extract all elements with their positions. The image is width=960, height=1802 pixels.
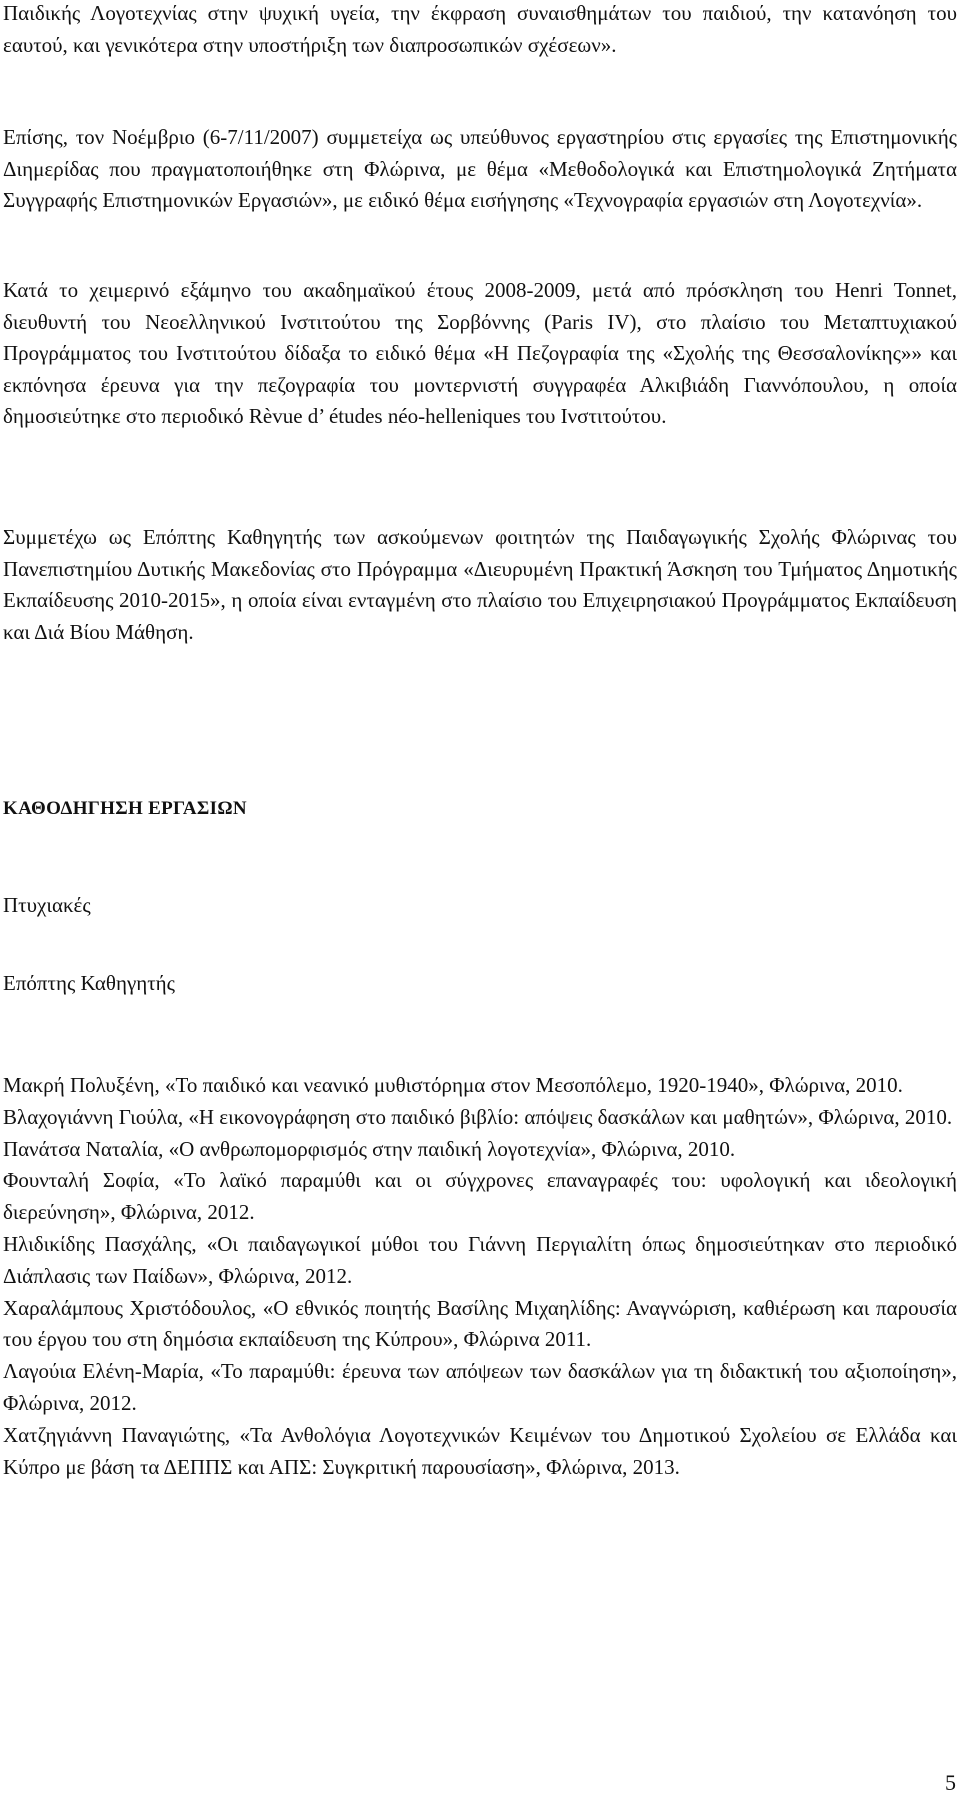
paragraph-1: Παιδικής Λογοτεχνίας στην ψυχική υγεία, την έκφραση συναισθημάτων του παιδιού, την κατανόηση του εαυτού, και γενικότερα στην υποστήριξη των διαπροσωπικών σχέσεων». <box>3 1 957 57</box>
thesis-item: Λαγούια Ελένη-Μαρία, «Το παραμύθι: έρευνα των απόψεων των δασκάλων για τη διδακτική του αξιοποίηση», Φλώρινα, 2012. <box>3 1359 957 1415</box>
paragraph-3: Κατά το χειμερινό εξάμηνο του ακαδημαϊκού έτους 2008-2009, μετά από πρόσκληση του Henri Tonnet, διευθυντή του Νεοελληνικού Ινστιτούτου της Σορβόννης (Paris IV), στο πλαίσιο του Μεταπτυχιακού Προγράμματος του Ινστιτούτου δίδαξα το ειδικό θέμα «Η Πεζογραφία της «Σχολής της Θεσσαλονίκης»» και εκπόνησα έρευνα για την πεζογραφία του μοντερνιστή συγγραφέα Αλκιβιάδη Γιαννόπουλου, η οποία δημοσιεύτηκε στο περιοδικό Rèvue d’ études néo-helleniques του Ινστιτούτου. <box>3 278 957 428</box>
thesis-item: Ηλιδικίδης Πασχάλης, «Οι παιδαγωγικοί μύθοι του Γιάννη Περγιαλίτη όπως δημοσιεύτηκαν στο περιοδικό Διάπλασις των Παίδων», Φλώρινα, 2012. <box>3 1231 957 1288</box>
thesis-item: Χαραλάμπους Χριστόδουλος, «Ο εθνικός ποιητής Βασίλης Μιχαηλίδης: Αναγνώριση, καθιέρωση και παρουσία του έργου του στη δημόσια εκπαίδευση της Κύπρου», Φλώρινα 2011. <box>3 1295 957 1352</box>
thesis-item: Βλαχογιάννη Γιούλα, «Η εικονογράφηση στο παιδικό βιβλίο: απόψεις δασκάλων και μαθητών», Φλώρινα, 2010. <box>3 1104 953 1129</box>
thesis-item: Χατζηγιάννη Παναγιώτης, «Τα Ανθολόγια Λογοτεχνικών Κειμένων του Δημοτικού Σχολείου σε Ελλάδα και Κύπρο με βάση τα ΔΕΠΠΣ και ΑΠΣ: Συγκριτική παρουσίαση», Φλώρινα, 2013. <box>3 1422 957 1479</box>
page-number: 5 <box>945 1770 956 1795</box>
thesis-item: Πανάτσα Ναταλία, «Ο ανθρωπομορφισμός στην παιδική λογοτεχνία», Φλώρινα, 2010. <box>3 1136 736 1161</box>
role-label: Επόπτης Καθηγητής <box>3 971 175 995</box>
section-heading: ΚΑΘΟΔΗΓΗΣΗ ΕΡΓΑΣΙΩΝ <box>3 798 247 819</box>
thesis-list <box>3 1070 957 1483</box>
paragraph-4: Συμμετέχω ως Επόπτης Καθηγητής των ασκούμενων φοιτητών της Παιδαγωγικής Σχολής Φλώρινας του Πανεπιστημίου Δυτικής Μακεδονίας στο Πρόγραμμα «Διευρυμένη Πρακτική Άσκηση του Τμήματος Δημοτικής Εκπαίδευσης 2010-2015», η οποία είναι ενταγμένη στο πλαίσιο του Επιχειρησιακού Προγράμματος Εκπαίδευση και Διά Βίου Μάθηση. <box>3 525 957 644</box>
thesis-item: Μακρή Πολυξένη, «Το παιδικό και νεανικό μυθιστόρημα στον Μεσοπόλεμο, 1920-1940», Φλώρινα, 2010. <box>3 1073 903 1097</box>
thesis-item: Φουνταλή Σοφία, «Το λαϊκό παραμύθι και οι σύγχρονες επαναγραφές του: υφολογική και ιδεολογική διερεύνηση», Φλώρινα, 2012. <box>3 1168 957 1225</box>
subsection-label: Πτυχιακές <box>3 893 91 917</box>
paragraph-2: Επίσης, τον Νοέμβριο (6-7/11/2007) συμμετείχα ως υπεύθυνος εργαστηρίου στις εργασίες της Επιστημονικής Διημερίδας που πραγματοποιήθηκε στη Φλώρινα, με θέμα «Μεθοδολογικά και Επιστημολογικά Ζητήματα Συγγραφής Επιστημονικών Εργασιών», με ειδικό θέμα εισήγησης «Τεχνογραφία εργασιών στη Λογοτεχνία». <box>3 125 957 212</box>
